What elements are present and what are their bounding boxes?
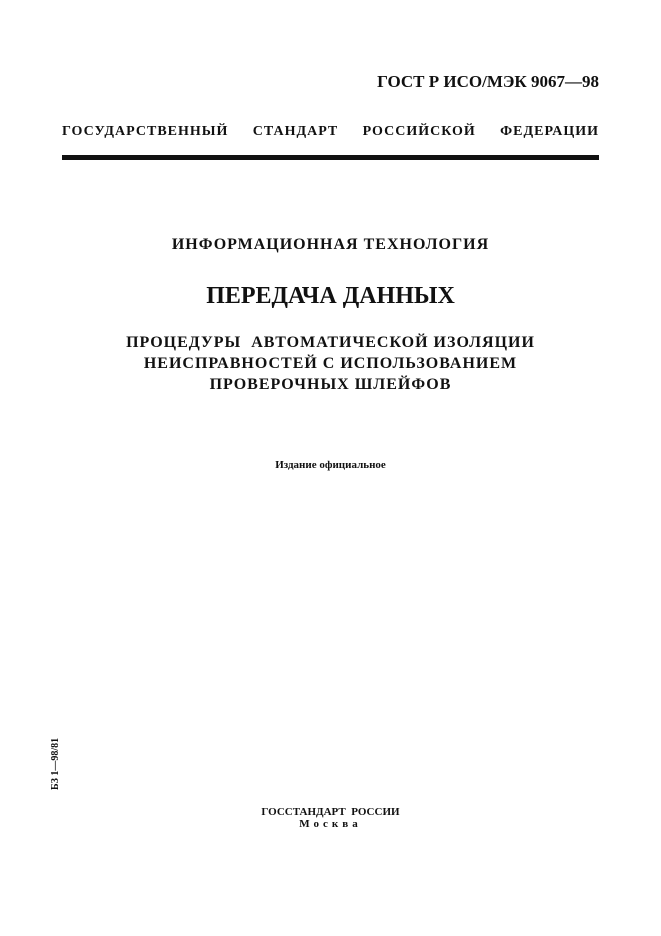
title-main: ИНФОРМАЦИОННАЯ ТЕХНОЛОГИЯ xyxy=(171,236,490,253)
title-sub-line: ПРОВЕРОЧНЫХ ШЛЕЙФОВ xyxy=(209,376,452,393)
title-sub-line: НЕИСПРАВНОСТЕЙ С ИСПОЛЬЗОВАНИЕМ xyxy=(143,355,518,372)
header-word: ФЕДЕРАЦИИ xyxy=(500,124,599,139)
title-sub xyxy=(0,332,661,395)
header-word: РОССИЙСКОЙ xyxy=(362,124,476,139)
title-section: ПЕРЕДАЧА ДАННЫХ xyxy=(206,283,455,309)
title-sub-line: ПРОЦЕДУРЫ АВТОМАТИЧЕСКОЙ ИЗОЛЯЦИИ xyxy=(126,334,535,351)
edition-label: Издание официальное xyxy=(275,459,386,471)
publisher: ГОССТАНДАРТ РОССИИ xyxy=(261,806,400,818)
bz-code: БЗ 1—98/81 xyxy=(50,737,61,790)
publisher-block xyxy=(0,806,661,830)
header-line xyxy=(62,124,599,140)
header-rule xyxy=(62,155,599,160)
document-code: ГОСТ Р ИСО/МЭК 9067—98 xyxy=(377,72,599,91)
header-word: ГОСУДАРСТВЕННЫЙ xyxy=(62,124,229,139)
city: Москва xyxy=(299,818,362,830)
header-word: СТАНДАРТ xyxy=(252,124,339,139)
